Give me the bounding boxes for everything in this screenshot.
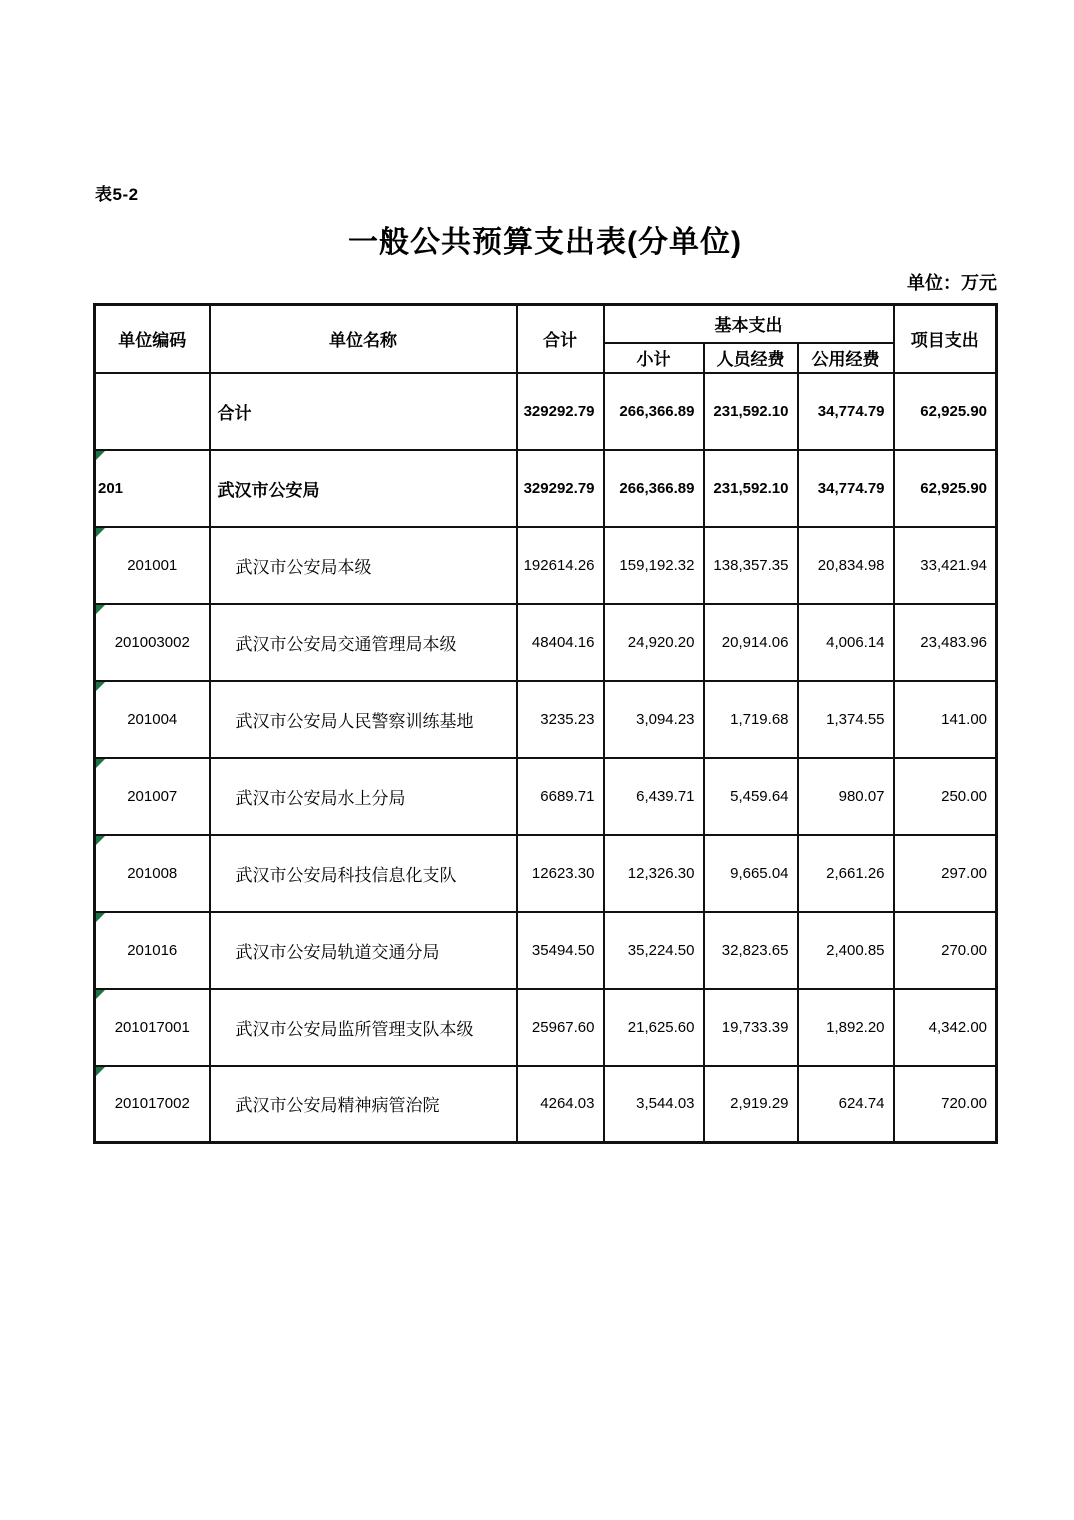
total-cell: 329292.79 <box>517 450 604 527</box>
unit-name-cell: 武汉市公安局 <box>210 450 517 527</box>
table-row <box>95 604 997 681</box>
col-header-basic-expenditure: 基本支出 <box>604 305 894 343</box>
subtotal-cell: 12,326.30 <box>604 835 704 912</box>
public-cell: 1,892.20 <box>798 989 894 1066</box>
unit-name-cell: 武汉市公安局轨道交通分局 <box>210 912 517 989</box>
project-cell: 23,483.96 <box>894 604 997 681</box>
unit-code-text: 201003002 <box>114 633 190 651</box>
unit-name-cell: 合计 <box>210 373 517 450</box>
total-cell: 25967.60 <box>517 989 604 1066</box>
unit-code-cell <box>95 604 210 681</box>
unit-code-cell <box>95 450 210 527</box>
public-cell: 4,006.14 <box>798 604 894 681</box>
public-cell: 20,834.98 <box>798 527 894 604</box>
personnel-cell: 138,357.35 <box>704 527 798 604</box>
total-cell: 4264.03 <box>517 1066 604 1143</box>
unit-name-cell: 武汉市公安局科技信息化支队 <box>210 835 517 912</box>
public-cell: 980.07 <box>798 758 894 835</box>
error-indicator-icon <box>96 605 105 614</box>
project-cell: 297.00 <box>894 835 997 912</box>
table-row <box>95 1066 997 1143</box>
unit-code-cell <box>95 758 210 835</box>
col-header-personnel-funds: 人员经费 <box>704 343 798 373</box>
project-cell: 720.00 <box>894 1066 997 1143</box>
total-cell: 6689.71 <box>517 758 604 835</box>
project-cell: 62,925.90 <box>894 373 997 450</box>
project-cell: 4,342.00 <box>894 989 997 1066</box>
header-row-top <box>95 305 997 343</box>
unit-note: 单位：万元 <box>907 273 997 293</box>
subtotal-cell: 159,192.32 <box>604 527 704 604</box>
unit-code-text: 201017001 <box>114 1018 190 1036</box>
public-cell: 2,661.26 <box>798 835 894 912</box>
personnel-cell: 19,733.39 <box>704 989 798 1066</box>
total-cell: 3235.23 <box>517 681 604 758</box>
unit-name-cell: 武汉市公安局监所管理支队本级 <box>210 989 517 1066</box>
total-cell: 35494.50 <box>517 912 604 989</box>
sheet-label: 表5-2 <box>95 185 139 204</box>
error-indicator-icon <box>96 682 105 691</box>
unit-code-text: 201016 <box>127 941 178 959</box>
total-cell: 192614.26 <box>517 527 604 604</box>
unit-code-text: 201 <box>98 479 124 497</box>
project-cell: 250.00 <box>894 758 997 835</box>
total-cell: 12623.30 <box>517 835 604 912</box>
budget-table <box>93 303 998 1144</box>
error-indicator-icon <box>96 451 105 460</box>
public-cell: 34,774.79 <box>798 450 894 527</box>
subtotal-cell: 266,366.89 <box>604 450 704 527</box>
personnel-cell: 32,823.65 <box>704 912 798 989</box>
subtotal-cell: 3,094.23 <box>604 681 704 758</box>
error-indicator-icon <box>96 528 105 537</box>
project-cell: 62,925.90 <box>894 450 997 527</box>
error-indicator-icon <box>96 1067 105 1076</box>
unit-name-cell: 武汉市公安局精神病管治院 <box>210 1066 517 1143</box>
subtotal-cell: 3,544.03 <box>604 1066 704 1143</box>
personnel-cell: 231,592.10 <box>704 450 798 527</box>
unit-name-cell: 武汉市公安局水上分局 <box>210 758 517 835</box>
error-indicator-icon <box>96 990 105 999</box>
unit-code-cell <box>95 681 210 758</box>
table-row <box>95 912 997 989</box>
page-title: 一般公共预算支出表(分单位) <box>348 226 742 259</box>
unit-code-text: 201008 <box>127 864 178 882</box>
col-header-public-funds: 公用经费 <box>798 343 894 373</box>
unit-code-cell <box>95 989 210 1066</box>
personnel-cell: 231,592.10 <box>704 373 798 450</box>
col-header-unit-name: 单位名称 <box>210 305 517 373</box>
total-cell: 48404.16 <box>517 604 604 681</box>
personnel-cell: 20,914.06 <box>704 604 798 681</box>
unit-name-cell: 武汉市公安局本级 <box>210 527 517 604</box>
unit-code-text: 201017002 <box>114 1095 190 1113</box>
public-cell: 624.74 <box>798 1066 894 1143</box>
table-row <box>95 835 997 912</box>
table-row <box>95 758 997 835</box>
project-cell: 270.00 <box>894 912 997 989</box>
col-header-subtotal: 小计 <box>604 343 704 373</box>
unit-name-cell: 武汉市公安局交通管理局本级 <box>210 604 517 681</box>
table-row <box>95 681 997 758</box>
error-indicator-icon <box>96 836 105 845</box>
table-row <box>95 989 997 1066</box>
subtotal-cell: 21,625.60 <box>604 989 704 1066</box>
unit-code-text: 201007 <box>127 787 178 805</box>
subtotal-cell: 24,920.20 <box>604 604 704 681</box>
public-cell: 34,774.79 <box>798 373 894 450</box>
col-header-project-expenditure: 项目支出 <box>894 305 997 373</box>
unit-code-cell <box>95 373 210 450</box>
unit-code-cell <box>95 1066 210 1143</box>
table-row <box>95 450 997 527</box>
col-header-unit-code: 单位编码 <box>95 305 210 373</box>
subtotal-cell: 266,366.89 <box>604 373 704 450</box>
unit-code-text: 201001 <box>127 556 178 574</box>
total-cell: 329292.79 <box>517 373 604 450</box>
project-cell: 33,421.94 <box>894 527 997 604</box>
unit-code-cell <box>95 835 210 912</box>
personnel-cell: 1,719.68 <box>704 681 798 758</box>
personnel-cell: 5,459.64 <box>704 758 798 835</box>
public-cell: 2,400.85 <box>798 912 894 989</box>
unit-name-cell: 武汉市公安局人民警察训练基地 <box>210 681 517 758</box>
personnel-cell: 2,919.29 <box>704 1066 798 1143</box>
unit-code-cell <box>95 912 210 989</box>
error-indicator-icon <box>96 759 105 768</box>
project-cell: 141.00 <box>894 681 997 758</box>
table-row <box>95 527 997 604</box>
public-cell: 1,374.55 <box>798 681 894 758</box>
subtotal-cell: 6,439.71 <box>604 758 704 835</box>
error-indicator-icon <box>96 913 105 922</box>
personnel-cell: 9,665.04 <box>704 835 798 912</box>
unit-code-cell <box>95 527 210 604</box>
col-header-total: 合计 <box>517 305 604 373</box>
subtotal-cell: 35,224.50 <box>604 912 704 989</box>
table-row-grand-total <box>95 373 997 450</box>
unit-code-text: 201004 <box>127 710 178 728</box>
